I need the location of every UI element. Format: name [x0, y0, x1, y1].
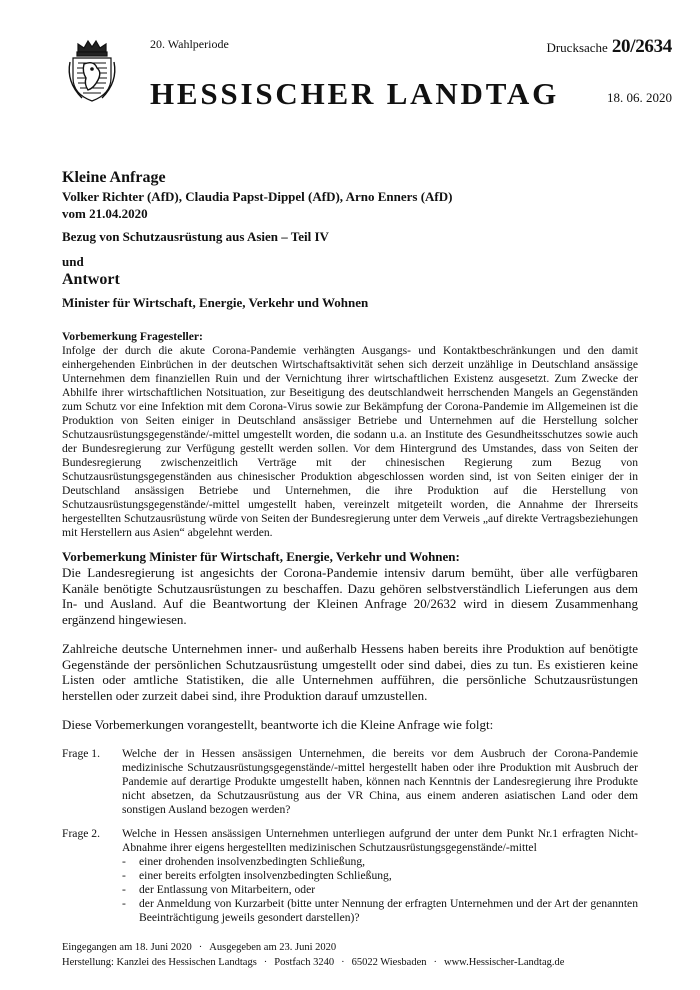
vorbemerkung-minister-paragraph: Zahlreiche deutsche Unternehmen inner- und außerhalb Hessens haben bereits ihre Produktion auf benötigte Gegenstände der persönlichen Schutzausrüstung umgestellt oder sind dabei, dies zu tun. Es existieren keine Listen oder amtliche Statistiken, die alle Unternehmen aufführen, die persönliche Schutzausrüstungen herstellen oder zurzeit dabei sind, ihre Produktion darauf umzustellen. — [62, 641, 638, 703]
document-date: 18. 06. 2020 — [607, 90, 672, 105]
vorbemerkung-fragesteller-text: Infolge der durch die akute Corona-Pandemie verhängten Ausgangs- und Kontaktbeschränkungen und den damit einhergehenden Einbrüchen in der deutschen Wirtschaftsaktivität sehen sich derzeit unzählige in Deutschland ansässige Unternehmen dem finanziellen Ruin und der Vernichtung ihrer wirtschaftlichen Existenz ausgesetzt. Zum Zwecke der Abhilfe ihrer wirtschaftlichen Notsituation, zur Beseitigung des deutschlandweit herrschenden Mangels an Gegenständen zum Schutz vor eine Infektion mit dem Corona-Virus sowie zur Bekämpfung der Corona-Pandemie im Allgemeinen ist die Produktion von Seiten einiger in Deutschland ansässiger Betriebe und Unternehmen auf die Herstellung solcher Schutzausrüstungsgegenstände/-mittel umgestellt worden, die sodann u.a. an Institute des Gesundheitsschutzes sowie auch der Bundesregierung zur Verfügung gestellt werden sollen. Vor dem Hintergrund des Umstandes, dass von Seiten der Bundesregierung zwischenzeitlich Verträge mit der chinesischen Regierung zum Bezug von Schutzausrüstungsgegenständen aus chinesischer Produktion abgeschlossen worden sind, ist von Seiten einiger der in Deutschland ansässigen Betriebe und Unternehmen, die ihre Produktion auf die Herstellung von Schutzausrüstungsgegenstände/-mittel umgestellt haben, vereinzelt mitgeteilt worden, die Annahme der Ihrerseits hergestellten Schutzausrüstung würde von Seiten der Bundesregierung unter dem Verweis „auf direkte Vertragsbeziehungen mit Herstellern aus Asien“ abgelehnt werden. — [62, 344, 638, 539]
minister: Minister für Wirtschaft, Energie, Verkehr und Wohnen — [62, 295, 369, 310]
authors: Volker Richter (AfD), Claudia Papst-Dippel (AfD), Arno Enners (AfD) — [62, 189, 453, 204]
drucksache-value: 20/2634 — [611, 36, 672, 57]
question-text: Welche der in Hessen ansässigen Unternehmen, die bereits vor dem Ausbruch der Corona-Pandemie medizinische Schutzausrüstungsgegenstände/-mittel hergestellt haben oder ihre Produktion mit Ausbruch der Pandemie auf derartige Produkte umgestellt haben, können nach Kenntnis der Landesregierung ihre Produkte nicht absetzen, da Schutzausrüstung aus der VR China, aus einem anderen asiatischen Land oder dem sonstigen Ausland bezogen werden? — [122, 746, 638, 816]
question-bullet-list — [122, 855, 638, 925]
postfach: Postfach 3240 — [274, 957, 335, 968]
vorbemerkung-fragesteller-heading: Vorbemerkung Fragesteller: — [62, 330, 203, 343]
document-type: Kleine Anfrage — [62, 169, 166, 186]
intro-sentence: Diese Vorbemerkungen vorangestellt, beantworte ich die Kleine Anfrage wie folgt: — [62, 717, 494, 732]
list-item: - der Entlassung von Mitarbeitern, oder — [122, 882, 316, 896]
city: 65022 Wiesbaden — [351, 957, 427, 968]
vorbemerkung-minister-heading: Vorbemerkung Minister für Wirtschaft, Energie, Verkehr und Wohnen: — [62, 549, 460, 564]
list-item: - der Anmeldung von Kurzarbeit (bitte unter Nennung der erfragten Unternehmen und der Art der genannten Beeinträchtigung jeweils gesondert darstellen)? — [122, 896, 638, 924]
wahlperiode: 20. Wahlperiode — [150, 37, 229, 51]
antwort-heading: Antwort — [62, 271, 120, 288]
question-text: Welche in Hessen ansässigen Unternehmen unterliegen aufgrund der unter dem Punkt Nr.1 erfragten Nicht-Abnahme ihrer eigens hergestellten medizinischen Schutzausrüstungsgegenstände/-mittel — [122, 826, 638, 854]
footer-line-1: Eingegangen am 18. Juni 2020 · Ausgegeben am 23. Juni 2020 — [62, 942, 337, 953]
drucksache-label: Drucksache — [546, 40, 608, 55]
footer-line-2: Herstellung: Kanzlei des Hessischen Landtags · Postfach 3240 · 65022 Wiesbaden · www.Hessischer-Landtag.de — [62, 957, 565, 968]
list-item: - einer bereits erfolgten insolvenzbedingten Schließung, — [122, 868, 392, 882]
question-2 — [62, 827, 638, 925]
parliament-title: HESSISCHER LANDTAG — [150, 76, 560, 111]
received-date: Eingegangen am 18. Juni 2020 — [62, 942, 192, 953]
issued-date: Ausgegeben am 23. Juni 2020 — [209, 942, 337, 953]
footer — [62, 940, 662, 970]
website-link[interactable]: www.Hessischer-Landtag.de — [444, 957, 565, 968]
document-body — [62, 330, 638, 925]
drucksache-number — [546, 36, 672, 58]
question-1 — [62, 747, 638, 817]
publisher: Herstellung: Kanzlei des Hessischen Landtags — [62, 957, 257, 968]
question-label: Frage 2. — [62, 826, 100, 840]
list-item: - einer drohenden insolvenzbedingten Schließung, — [122, 854, 366, 868]
title-block — [62, 168, 642, 311]
request-date: vom 21.04.2020 — [62, 206, 148, 221]
subject: Bezug von Schutzausrüstung aus Asien – Teil IV — [62, 229, 329, 244]
question-label: Frage 1. — [62, 746, 100, 760]
hessen-coat-of-arms-icon — [64, 38, 120, 104]
vorbemerkung-minister-paragraph: Die Landesregierung ist angesichts der Corona-Pandemie intensiv darum bemüht, über alle verfügbaren Kanäle benötigte Schutzausrüstungen zu beschaffen. Dazu gehören selbstverständlich Lieferungen aus dem In- und Ausland. Auf die Beantwortung der Kleinen Anfrage 20/2632 wird in diesem Zusammenhang ergänzend hingewiesen. — [62, 565, 638, 627]
und-label: und — [62, 254, 84, 269]
